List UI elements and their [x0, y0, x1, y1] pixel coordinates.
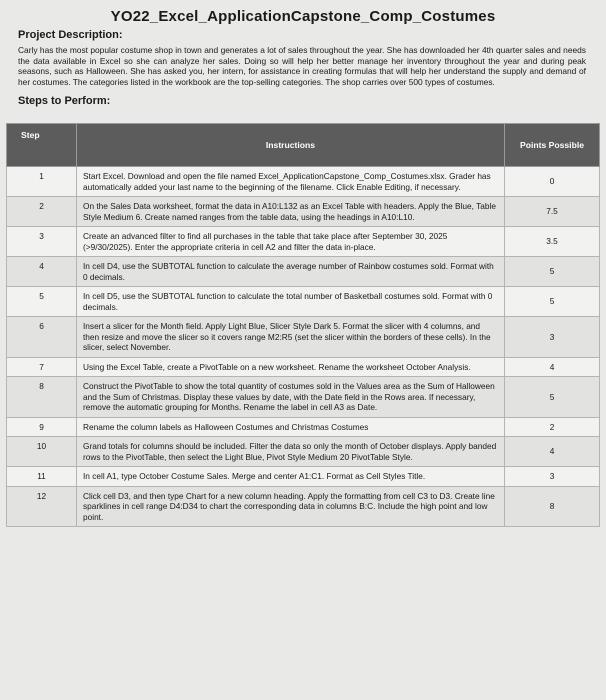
instructions-cell: In cell D5, use the SUBTOTAL function to calculate the total number of Basketball costumes sold. Format with 0 decimals.: [77, 287, 505, 317]
instructions-cell: In cell D4, use the SUBTOTAL function to calculate the average number of Rainbow costumes sold. Format with 0 decimals.: [77, 257, 505, 287]
table-row: [7, 167, 600, 197]
steps-table: [6, 123, 600, 527]
step-number-cell: 12: [7, 486, 77, 527]
points-cell: 5: [505, 257, 600, 287]
instructions-cell: Create an advanced filter to find all purchases in the table that take place after September 30, 2025 (>9/30/2025). Enter the appropriate criteria in cell A2 and filter the data in-place.: [77, 227, 505, 257]
step-number-cell: 10: [7, 437, 77, 467]
header-step: Step: [7, 124, 77, 167]
header-points: Points Possible: [505, 124, 600, 167]
points-cell: 4: [505, 357, 600, 377]
step-number-cell: 1: [7, 167, 77, 197]
instructions-cell: Using the Excel Table, create a PivotTable on a new worksheet. Rename the worksheet October Analysis.: [77, 357, 505, 377]
points-cell: 3: [505, 467, 600, 487]
table-header-row: [7, 124, 600, 167]
points-cell: 3.5: [505, 227, 600, 257]
table-row: [7, 417, 600, 437]
step-number-cell: 5: [7, 287, 77, 317]
points-cell: 5: [505, 287, 600, 317]
instructions-cell: Rename the column labels as Halloween Costumes and Christmas Costumes: [77, 417, 505, 437]
points-cell: 5: [505, 377, 600, 418]
step-number-cell: 7: [7, 357, 77, 377]
header-instructions: Instructions: [77, 124, 505, 167]
table-row: [7, 257, 600, 287]
step-number-cell: 3: [7, 227, 77, 257]
table-row: [7, 437, 600, 467]
project-description-text: Carly has the most popular costume shop in town and generates a lot of sales throughout the year. She has downloaded her 4th quarter sales and needs the data available in Excel so she can analyze her sales. Doing so will help her better manage her inventory throughout the year and during peak seasons, such as Halloween. She has asked you, her intern, for assistance in creating formulas that will help her understand the supply and demand of her costumes. The categories listed in the workbook are the top-selling categories. The shop carries over 500 types of costumes.: [18, 45, 586, 87]
instructions-cell: Grand totals for columns should be included. Filter the data so only the month of October displays. Apply banded rows to the PivotTable, then select the Light Blue, Pivot Style Medium 20 PivotTable Style.: [77, 437, 505, 467]
step-number-cell: 6: [7, 317, 77, 358]
table-row: [7, 467, 600, 487]
instructions-cell: Click cell D3, and then type Chart for a new column heading. Apply the formatting from cell C3 to D3. Create line sparklines in cell range D4:D34 to chart the corresponding data in columns B:C. Include the high point and low point.: [77, 486, 505, 527]
table-row: [7, 287, 600, 317]
table-row: [7, 317, 600, 358]
table-row: [7, 227, 600, 257]
table-row: [7, 197, 600, 227]
step-number-cell: 2: [7, 197, 77, 227]
step-number-cell: 11: [7, 467, 77, 487]
table-row: [7, 486, 600, 527]
points-cell: 2: [505, 417, 600, 437]
table-row: [7, 377, 600, 418]
instructions-cell: Start Excel. Download and open the file named Excel_ApplicationCapstone_Comp_Costumes.xlsx. Grader has automatically added your last name to the beginning of the filename. Click Enable Editing, if necessary.: [77, 167, 505, 197]
instructions-cell: In cell A1, type October Costume Sales. Merge and center A1:C1. Format as Cell Styles Title.: [77, 467, 505, 487]
instructions-cell: Insert a slicer for the Month field. Apply Light Blue, Slicer Style Dark 5. Format the slicer with 4 columns, and then resize and move the slicer so it covers range M2:R5 (set the slicer within the borders of these cells). In the slicer, select November.: [77, 317, 505, 358]
points-cell: 3: [505, 317, 600, 358]
instructions-cell: On the Sales Data worksheet, format the data in A10:L132 as an Excel Table with headers. Apply the Blue, Table Style Medium 6. Create named ranges from the table data, using the headings in A10:L10.: [77, 197, 505, 227]
table-row: [7, 357, 600, 377]
points-cell: 4: [505, 437, 600, 467]
points-cell: 8: [505, 486, 600, 527]
step-number-cell: 9: [7, 417, 77, 437]
step-number-cell: 8: [7, 377, 77, 418]
steps-table-body: [7, 167, 600, 527]
step-number-cell: 4: [7, 257, 77, 287]
instructions-cell: Construct the PivotTable to show the total quantity of costumes sold in the Values area as the Sum of Halloween and the Sum of Christmas. Display these values by date, with the Date field in the Rows area. If necessary, remove the automatic grouping for Months. Rename the label in cell A3 as Date.: [77, 377, 505, 418]
project-description-heading: Project Description:: [18, 29, 123, 41]
points-cell: 0: [505, 167, 600, 197]
points-cell: 7.5: [505, 197, 600, 227]
document-title: YO22_Excel_ApplicationCapstone_Comp_Costumes: [110, 8, 496, 25]
steps-heading: Steps to Perform:: [18, 95, 111, 107]
